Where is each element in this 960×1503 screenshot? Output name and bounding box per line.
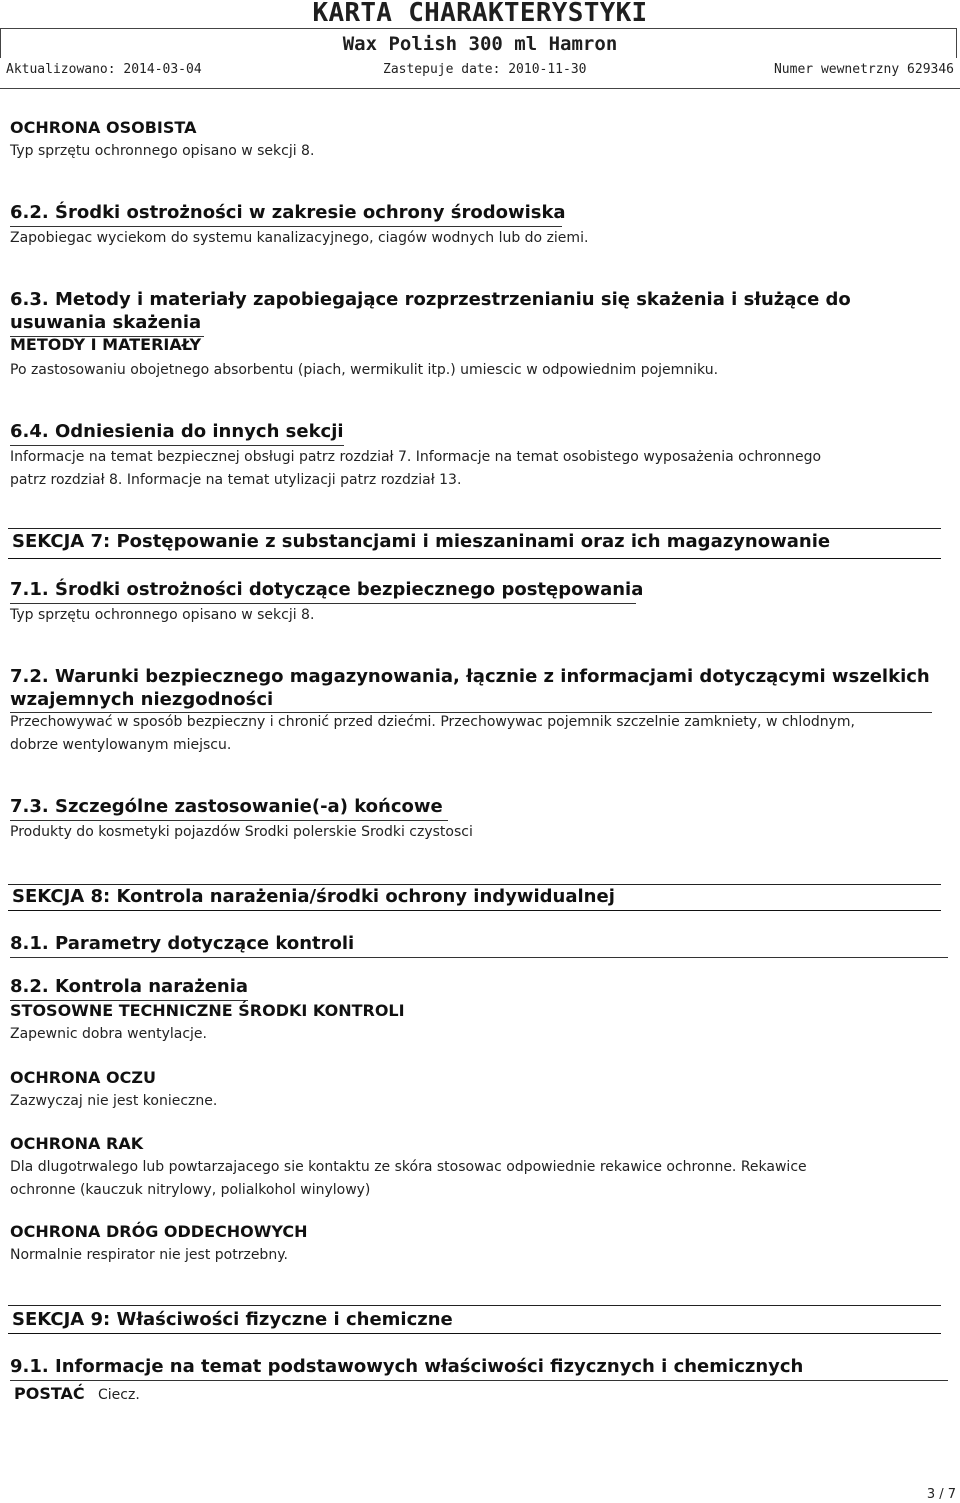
page-number: 3 / 7 bbox=[926, 1487, 956, 1502]
section-7-bottom-rule bbox=[8, 558, 941, 559]
product-name: Wax Polish 300 ml Hamron bbox=[342, 33, 618, 55]
hand-protection-text-line1: Dla dlugotrwalego lub powtarzajacego sie kontaktu ze skóra stosowac odpowiednie rekawice ochronne. Rekawice bbox=[10, 1159, 807, 1175]
section-8-2-heading: 8.2. Kontrola narażenia bbox=[10, 976, 249, 997]
section-6-4-text-line1: Informacje na temat bezpiecznej obsługi patrz rozdział 7. Informacje na temat osobistego wyposażenia ochronnego bbox=[10, 449, 822, 465]
section-7-2-text-line1: Przechowywać w sposób bezpieczny i chronić przed dziećmi. Przechowywac pojemnik szczelnie zamkniety, w chlodnym, bbox=[10, 714, 856, 730]
section-7-2-text-line2: dobrze wentylowanym miejscu. bbox=[10, 737, 232, 753]
section-6-2-text: Zapobiegac wyciekom do systemu kanalizacyjnego, ciagów wodnych lub do ziemi. bbox=[10, 230, 589, 246]
technical-controls-text: Zapewnic dobra wentylacje. bbox=[10, 1026, 207, 1042]
section-6-3-heading-line2: usuwania skażenia bbox=[10, 312, 202, 333]
section-6-2-heading: 6.2. Środki ostrożności w zakresie ochrony środowiska bbox=[10, 202, 566, 223]
section-9-title: SEKCJA 9: Właściwości fizyczne i chemiczne bbox=[12, 1309, 453, 1330]
eye-protection-heading: OCHRONA OCZU bbox=[10, 1068, 156, 1087]
section-9-bottom-rule bbox=[8, 1333, 941, 1334]
section-7-3-heading: 7.3. Szczególne zastosowanie(-a) końcowe bbox=[10, 796, 443, 817]
form-label: POSTAĆ bbox=[14, 1384, 85, 1403]
section-9-1-heading: 9.1. Informacje na temat podstawowych właściwości fizycznych i chemicznych bbox=[10, 1356, 804, 1377]
section-6-3-heading-line1: 6.3. Metody i materiały zapobiegające rozprzestrzenianiu się skażenia i służące do bbox=[10, 289, 851, 310]
personal-protection-heading: OCHRONA OSOBISTA bbox=[10, 118, 197, 137]
eye-protection-text: Zazwyczaj nie jest konieczne. bbox=[10, 1093, 218, 1109]
section-8-1-heading: 8.1. Parametry dotyczące kontroli bbox=[10, 933, 355, 954]
replaces-date: Zastepuje date: 2010-11-30 bbox=[383, 62, 587, 77]
document-title: KARTA CHARAKTERYSTYKI bbox=[312, 0, 648, 28]
section-7-3-text: Produkty do kosmetyki pojazdów Srodki polerskie Srodki czystosci bbox=[10, 824, 473, 840]
section-7-2-heading-line2: wzajemnych niezgodności bbox=[10, 689, 274, 710]
section-7-top-rule bbox=[8, 528, 941, 529]
section-8-bottom-rule bbox=[8, 910, 941, 911]
section-7-1-text: Typ sprzętu ochronnego opisano w sekcji 8. bbox=[10, 607, 315, 623]
section-6-4-text-line2: patrz rozdział 8. Informacje na temat utylizacji patrz rozdział 13. bbox=[10, 472, 462, 488]
methods-materials-heading: METODY I MATERIAŁY bbox=[10, 335, 202, 354]
section-9-top-rule bbox=[8, 1305, 941, 1306]
section-8-title: SEKCJA 8: Kontrola narażenia/środki ochrony indywidualnej bbox=[12, 886, 615, 907]
section-6-4-heading: 6.4. Odniesienia do innych sekcji bbox=[10, 421, 344, 442]
personal-protection-text: Typ sprzętu ochronnego opisano w sekcji 8. bbox=[10, 143, 315, 159]
section-8-top-rule bbox=[8, 884, 941, 885]
section-6-3-text: Po zastosowaniu obojetnego absorbentu (piach, wermikulit itp.) umiescic w odpowiednim pojemniku. bbox=[10, 362, 719, 378]
section-8-1-underline bbox=[10, 957, 948, 958]
section-9-1-underline bbox=[10, 1380, 948, 1381]
hand-protection-text-line2: ochronne (kauczuk nitrylowy, polialkohol winylowy) bbox=[10, 1182, 371, 1198]
internal-number: Numer wewnetrzny 629346 bbox=[773, 62, 954, 77]
section-7-1-heading: 7.1. Środki ostrożności dotyczące bezpiecznego postępowania bbox=[10, 579, 644, 600]
respiratory-protection-text: Normalnie respirator nie jest potrzebny. bbox=[10, 1247, 288, 1263]
header-divider bbox=[0, 88, 960, 89]
respiratory-protection-heading: OCHRONA DRÓG ODDECHOWYCH bbox=[10, 1222, 308, 1241]
technical-controls-heading: STOSOWNE TECHNICZNE ŚRODKI KONTROLI bbox=[10, 1001, 405, 1020]
section-7-2-heading-line1: 7.2. Warunki bezpiecznego magazynowania, łącznie z informacjami dotyczącymi wszelkich bbox=[10, 666, 930, 687]
form-value: Ciecz. bbox=[98, 1387, 140, 1403]
updated-date: Aktualizowano: 2014-03-04 bbox=[6, 62, 202, 77]
section-7-title: SEKCJA 7: Postępowanie z substancjami i mieszaninami oraz ich magazynowanie bbox=[12, 531, 831, 552]
hand-protection-heading: OCHRONA RAK bbox=[10, 1134, 144, 1153]
